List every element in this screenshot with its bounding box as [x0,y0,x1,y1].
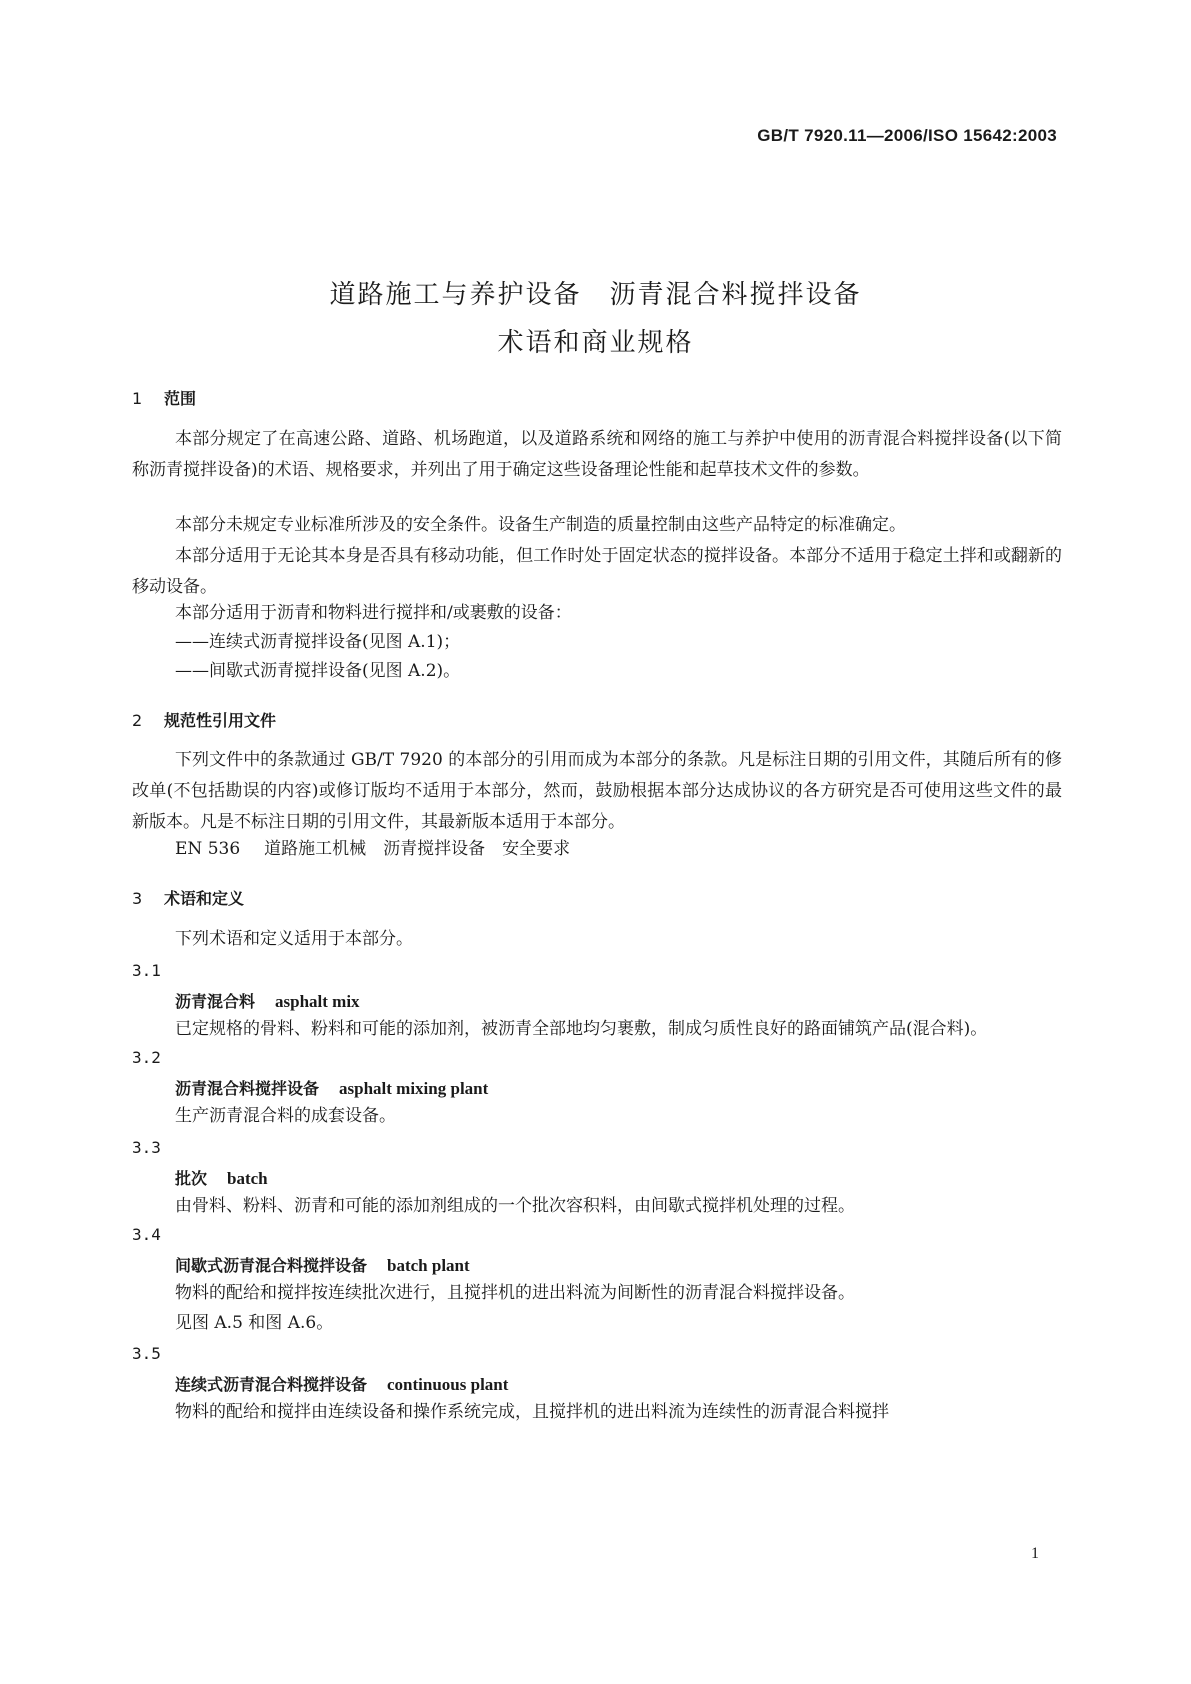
section-1-para-2: 本部分未规定专业标准所涉及的安全条件。设备生产制造的质量控制由这些产品特定的标准确定。 [175,515,906,535]
section-3-heading [132,886,1062,909]
term-definition: 已定规格的骨料、粉料和可能的添加剂，被沥青全部地均匀裹敷，制成匀质性良好的路面铺筑产品(混合料)。 [175,1019,988,1039]
term-entry [132,989,1105,1012]
clause-number: 3.2 [132,1048,161,1067]
term-english: batch plant [387,1256,470,1275]
term-definition: 物料的配给和搅拌按连续批次进行，且搅拌机的进出料流为间断性的沥青混合料搅拌设备。 [175,1283,855,1303]
page-number: 1 [1031,1545,1039,1562]
term-english: asphalt mix [275,992,360,1011]
section-1-para-3: 本部分适用于无论其本身是否具有移动功能，但工作时处于固定状态的搅拌设备。本部分不适用于稳定土拌和或翻新的移动设备。 [132,546,1062,597]
term-entry [132,1166,1105,1189]
normative-reference [132,834,1105,865]
term-english: batch [227,1169,268,1188]
clause-number: 3.3 [132,1138,161,1157]
term-definition: 由骨料、粉料、沥青和可能的添加剂组成的一个批次容积料，由间歇式搅拌机处理的过程。 [175,1196,855,1216]
term-chinese: 批次 [175,1169,208,1188]
document-title-line2: 术语和商业规格 [497,328,694,358]
reference-code: EN 536 [175,839,241,859]
term-chinese: 间歇式沥青混合料搅拌设备 [175,1256,368,1275]
section-3-title: 术语和定义 [164,889,245,908]
term-english: continuous plant [387,1375,509,1394]
section-1-number: 1 [132,389,143,408]
section-3-intro: 下列术语和定义适用于本部分。 [175,929,413,949]
clause-number: 3.1 [132,961,161,980]
term-definition: 物料的配给和搅拌由连续设备和操作系统完成，且搅拌机的进出料流为连续性的沥青混合料搅拌 [175,1402,889,1422]
term-note: 见图 A.5 和图 A.6。 [175,1313,334,1333]
section-2-heading [132,708,1062,731]
section-1-title: 范围 [164,389,197,408]
term-chinese: 沥青混合料搅拌设备 [175,1079,320,1098]
term-chinese: 沥青混合料 [175,992,256,1011]
section-1-list-item-1: ——连续式沥青搅拌设备(见图 A.1)； [175,632,461,652]
document-title-line1: 道路施工与养护设备 沥青混合料搅拌设备 [329,280,862,310]
section-1-heading [132,386,1062,409]
term-entry [132,1372,1105,1395]
clause-number: 3.4 [132,1225,161,1244]
standard-number: GB/T 7920.11—2006/ISO 15642:2003 [757,126,1057,145]
term-entry [132,1253,1105,1276]
section-2-para-1: 下列文件中的条款通过 GB/T 7920 的本部分的引用而成为本部分的条款。凡是标注日期的引用文件，其随后所有的修改单(不包括勘误的内容)或修订版均不适用于本部分，然而，鼓励根据本部分达成协议的各方研究是否可使用这些文件的最新版本。凡是不标注日期的引用文件，其最新版本适用于本部分。 [132,750,1062,832]
reference-title: 道路施工机械 沥青搅拌设备 安全要求 [264,839,571,859]
term-entry [132,1076,1105,1099]
section-1-para-4: 本部分适用于沥青和物料进行搅拌和/或裹敷的设备： [175,603,572,623]
term-definition: 生产沥青混合料的成套设备。 [175,1106,396,1126]
term-chinese: 连续式沥青混合料搅拌设备 [175,1375,368,1394]
section-1-para-1: 本部分规定了在高速公路、道路、机场跑道，以及道路系统和网络的施工与养护中使用的沥青混合料搅拌设备(以下简称沥青搅拌设备)的术语、规格要求，并列出了用于确定这些设备理论性能和起草技术文件的参数。 [132,429,1062,480]
clause-number: 3.5 [132,1344,161,1363]
term-english: asphalt mixing plant [339,1079,489,1098]
section-3-number: 3 [132,889,143,908]
section-2-title: 规范性引用文件 [164,711,277,730]
section-1-list-item-2: ——间歇式沥青搅拌设备(见图 A.2)。 [175,661,461,681]
section-2-number: 2 [132,711,143,730]
